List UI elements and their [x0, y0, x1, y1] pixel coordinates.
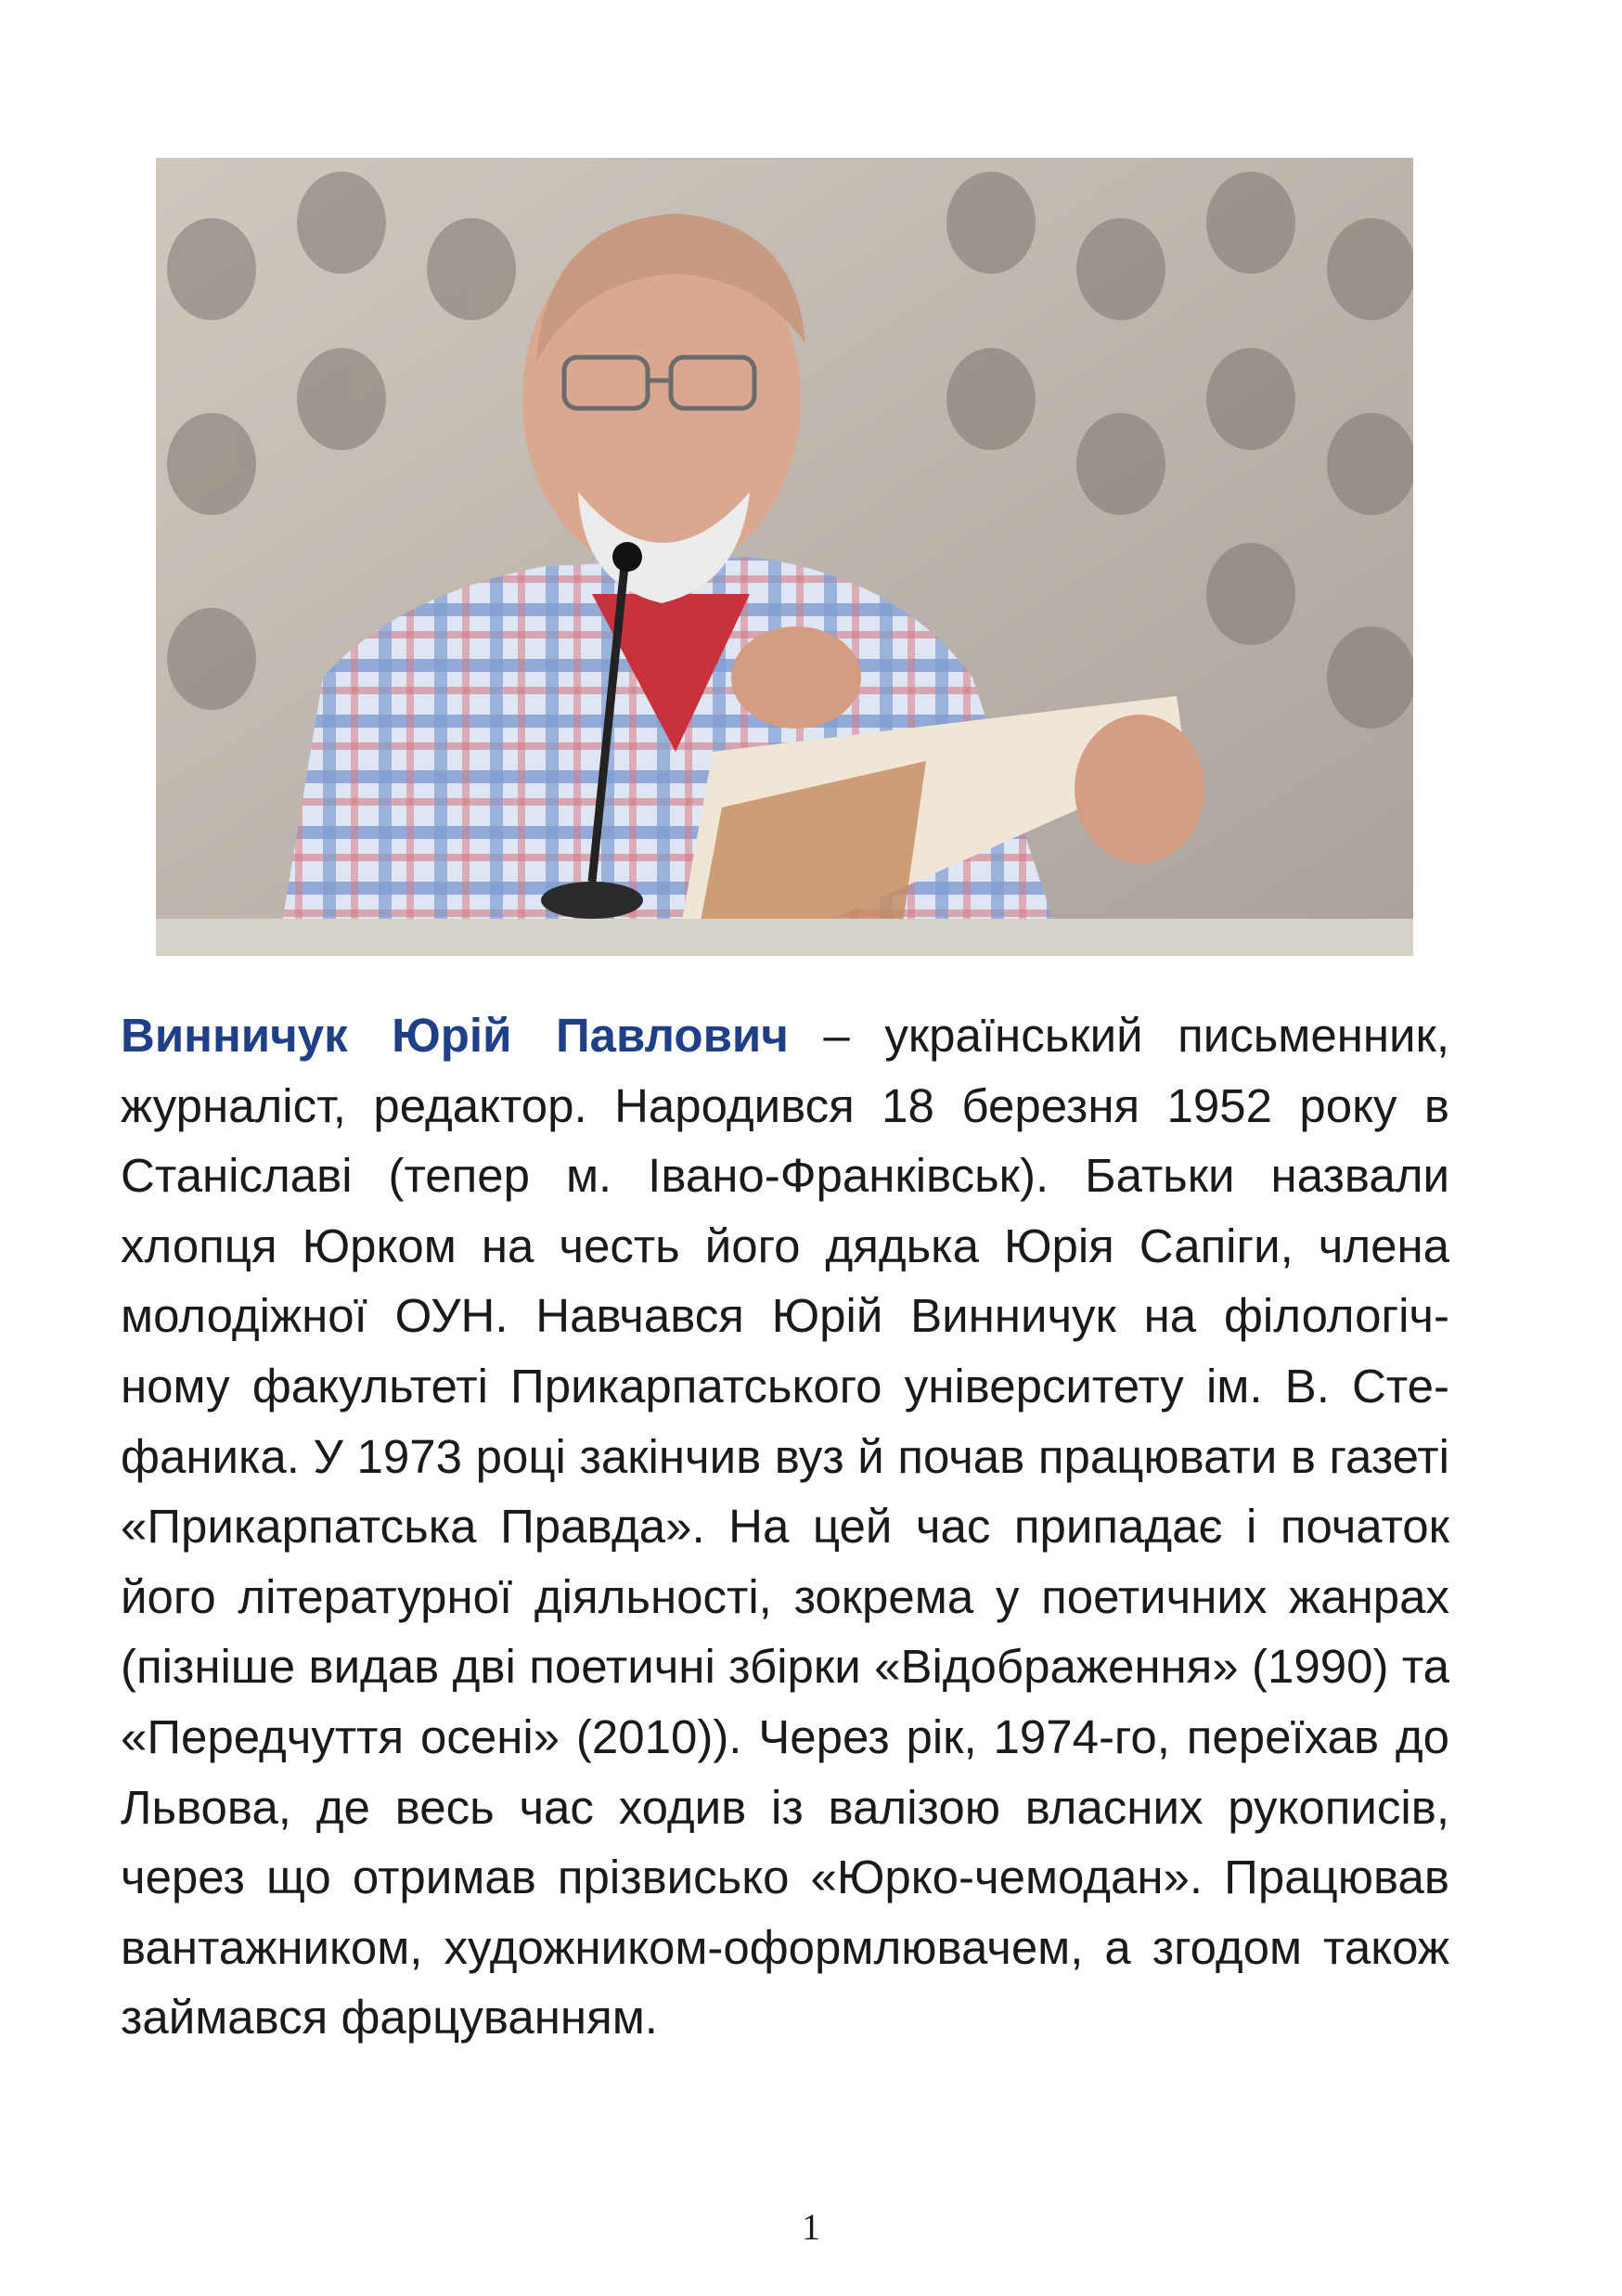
biography-text: – український письменник, журналіст, редактор. Народився 18 березня 1952 року в Станіславі (тепер м. Івано-Франківськ). Батьки назвали хлопця Юрком на честь його дядька Юрія Сапіги, члена молодіжної ОУН. Навчався Юрій Винничук на філологічному факультеті Прикарпатського університету ім. В. Стефаника. У 1973 році закінчив вуз й почав працювати в газеті «Прикарпатська Правда». На цей час припадає і початок його літературної діяльності, зокрема у поетичних жанрах (пізніше видав дві поетичні збірки «Відображення» (1990) та «Передчуття осені» (2010)). Через рік, 1974-го, переїхав до Львова, де весь час ходив із валізою власних рукописів, через що отримав прізвисько «Юрко-чемодан». Працював вантажником, художником-оформлювачем, а згодом також займався фарцуванням.: [121, 1009, 1450, 2044]
author-photo-illustration: [156, 158, 1413, 956]
author-photo: [156, 158, 1413, 956]
biography-paragraph: [121, 1000, 1449, 2053]
page-number: 1: [802, 2206, 820, 2248]
author-name: Винничук Юрій Павлович: [121, 1009, 789, 1062]
